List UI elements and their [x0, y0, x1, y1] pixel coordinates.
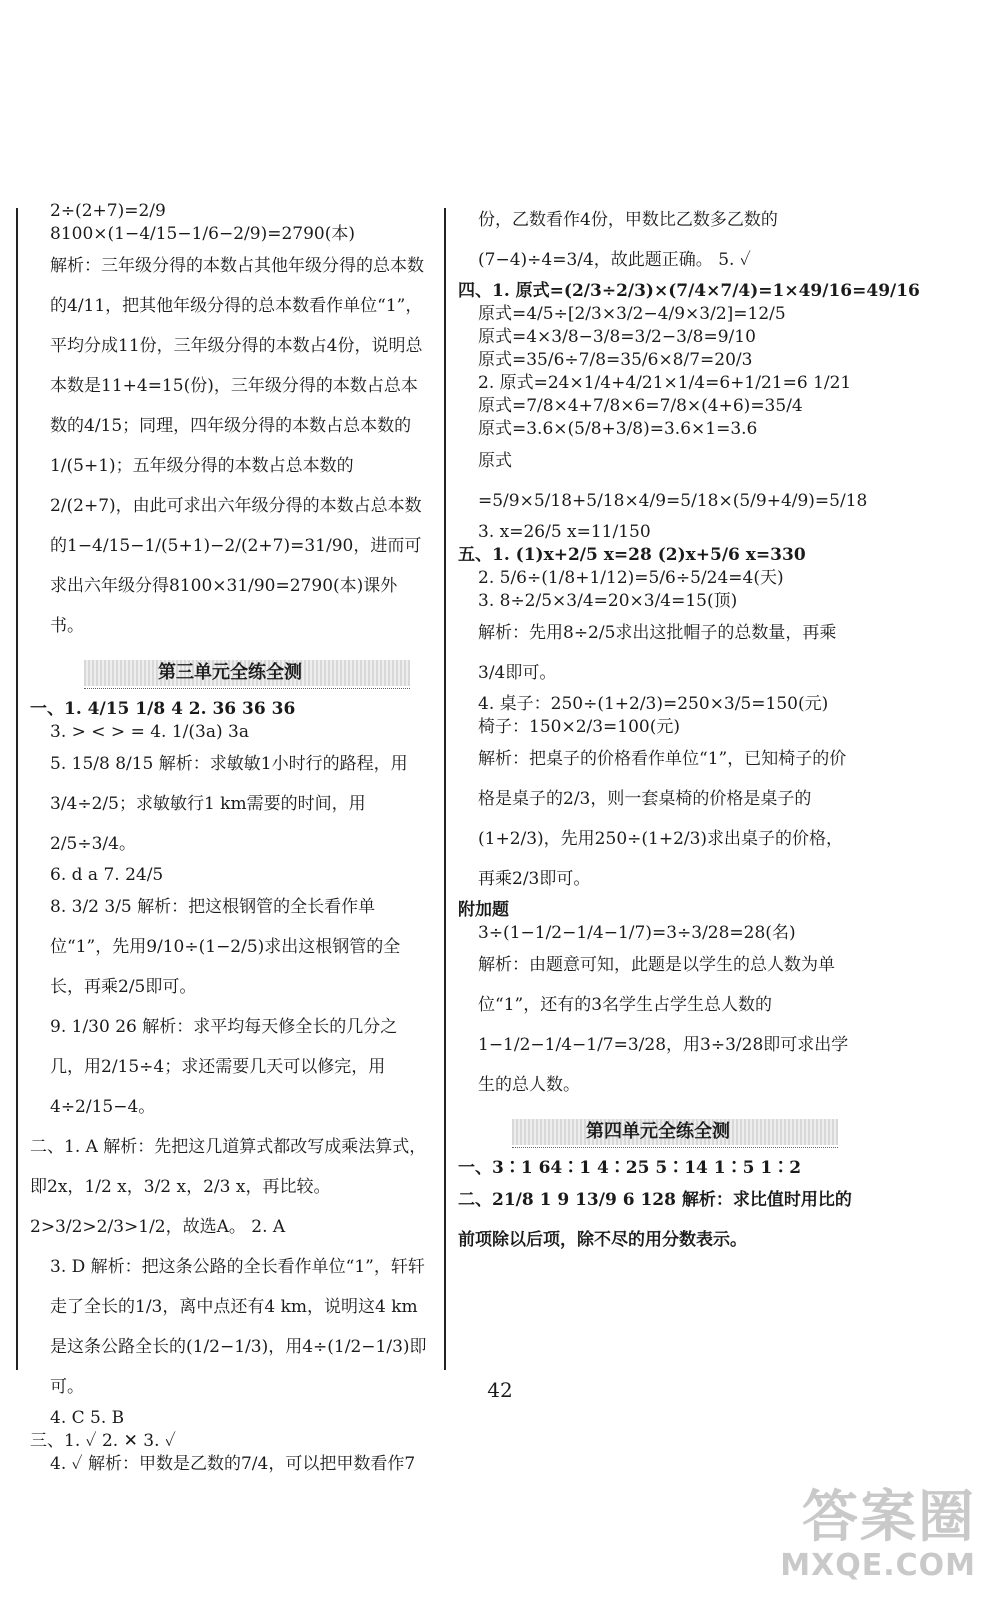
- right-item-4: 原式=35/6÷7/8=35/6×8/7=20/3: [478, 350, 753, 370]
- right-item-11: 2. 5/6÷(1/8+1/12)=5/6÷5/24=4(天): [478, 568, 784, 588]
- left-item-1: 一、1. 4/15 1/8 4 2. 36 36 36: [30, 699, 296, 719]
- unit4-line-1: 一、3∶1 64∶1 4∶25 5∶14 1∶5 1∶2: [458, 1158, 802, 1178]
- left-item-4: 6. d a 7. 24/5: [50, 865, 164, 885]
- right-column: [458, 200, 920, 1260]
- left-column: [30, 200, 430, 1476]
- watermark: [780, 1485, 976, 1583]
- right-item-15: 椅子：150×2/3=100(元): [478, 717, 681, 737]
- left-item-8: 3. D 解析：把这条公路的全长看作单位“1”，轩轩走了全长的1/3，离中点还有4 km，说明这4 km是这条公路全长的(1/2−1/3)，用4÷(1/2−1/3)即可。: [50, 1257, 427, 1397]
- right-item-7: 原式=3.6×(5/8+3/8)=3.6×1=3.6: [478, 419, 758, 439]
- page-number: 42: [487, 1378, 513, 1402]
- left-line-2: 8100×(1−4/15−1/6−2/9)=2790(本): [50, 224, 355, 244]
- bonus-line-1: 3÷(1−1/2−1/4−1/7)=3÷3/28=28(名): [478, 923, 796, 943]
- left-line-1: 2÷(2+7)=2/9: [50, 201, 166, 221]
- unit4-heading-text: 第四单元全练全测: [586, 1121, 730, 1142]
- left-item-10: 三、1. ✓ 2. ✕ 3. ✓: [30, 1431, 176, 1451]
- left-item-11: 4. ✓ 解析：甲数是乙数的7/4，可以把甲数看作7: [50, 1454, 416, 1474]
- right-item-2: 原式=4/5÷[2/3×3/2−4/9×3/2]=12/5: [478, 304, 786, 324]
- right-continuation: 份，乙数看作4份，甲数比乙数多乙数的(7−4)÷4=3/4，故此题正确。 5. ✓: [478, 210, 778, 270]
- left-item-5: 8. 3/2 3/5 解析：把这根钢管的全长看作单位“1”，先用9/10÷(1−2/5)求出这根钢管的全长，再乘2/5即可。: [50, 897, 401, 997]
- left-item-9: 4. C 5. B: [50, 1408, 125, 1428]
- bonus-label: 附加题: [458, 900, 509, 920]
- left-item-3: 5. 15/8 8/15 解析：求敏敏1小时行的路程，用3/4÷2/5；求敏敏行1 km需要的时间，用2/5÷3/4。: [50, 754, 408, 854]
- right-item-8: 原式=5/9×5/18+5/18×4/9=5/18×(5/9+4/9)=5/18: [478, 451, 868, 511]
- left-item-6: 9. 1/30 26 解析：求平均每天修全长的几分之几，用2/15÷4；求还需要几天可以修完，用4÷2/15−4。: [50, 1017, 398, 1117]
- unit4-line-2: 二、21/8 1 9 13/9 6 128 解析：求比值时用比的前项除以后项，除不尽的用分数表示。: [458, 1190, 852, 1250]
- right-item-5: 2. 原式=24×1/4+4/21×1/4=6+1/21=6 1/21: [478, 373, 852, 393]
- right-item-14: 4. 桌子：250÷(1+2/3)=250×3/5=150(元): [478, 694, 829, 714]
- right-item-9: 3. x=26/5 x=11/150: [478, 522, 651, 542]
- right-item-10: 五、1. (1)x+2/5 x=28 (2)x+5/6 x=330: [458, 545, 806, 565]
- column-divider: [444, 208, 446, 1370]
- explanation-1: 解析：三年级分得的本数占其他年级分得的总本数的4/11，把其他年级分得的总本数看作单位“1”，平均分成11份，三年级分得的本数占4份，说明总本数是11+4=15(份)，三年级分得的本数占总本数的4/15；同理，四年级分得的本数占总本数的1/(5+1)；五年级分得的本数占总本数的2/(2+7)，由此可求出六年级分得的本数占总本数的1−4/15−1/(5+1)−2/(2+7)=31/90，进而可求出六年级分得8100×31/90=2790(本)课外书。: [50, 256, 424, 636]
- bonus-line-2: 解析：由题意可知，此题是以学生的总人数为单位“1”，还有的3名学生占学生总人数的1−1/2−1/4−1/7=3/28，用3÷3/28即可求出学生的总人数。: [478, 955, 849, 1095]
- unit3-heading: [30, 654, 430, 692]
- unit4-heading-rule: [512, 1147, 838, 1148]
- unit4-heading: [458, 1113, 858, 1151]
- right-item-16: 解析：把桌子的价格看作单位“1”，已知椅子的价格是桌子的2/3，则一套桌椅的价格是桌子的(1+2/3)，先用250÷(1+2/3)求出桌子的价格，再乘2/3即可。: [478, 749, 847, 889]
- watermark-logo: 答案圈: [802, 1485, 976, 1550]
- right-item-6: 原式=7/8×4+7/8×6=7/8×(4+6)=35/4: [478, 396, 803, 416]
- unit3-heading-text: 第三单元全练全测: [158, 662, 302, 683]
- right-item-13: 解析：先用8÷2/5求出这批帽子的总数量，再乘3/4即可。: [478, 623, 837, 683]
- left-margin-rule: [16, 208, 18, 1370]
- left-item-2: 3. > < > = 4. 1/(3a) 3a: [50, 722, 249, 742]
- unit3-heading-rule: [84, 688, 410, 689]
- watermark-site: MXQE.COM: [780, 1548, 976, 1583]
- right-item-12: 3. 8÷2/5×3/4=20×3/4=15(顶): [478, 591, 738, 611]
- left-item-7: 二、1. A 解析：先把这几道算式都改写成乘法算式，即2x，1/2 x，3/2 x，2/3 x，再比较。2>3/2>2/3>1/2，故选A。 2. A: [30, 1137, 427, 1237]
- right-item-3: 原式=4×3/8−3/8=3/2−3/8=9/10: [478, 327, 756, 347]
- right-item-1: 四、1. 原式=(2/3÷2/3)×(7/4×7/4)=1×49/16=49/16: [458, 281, 920, 301]
